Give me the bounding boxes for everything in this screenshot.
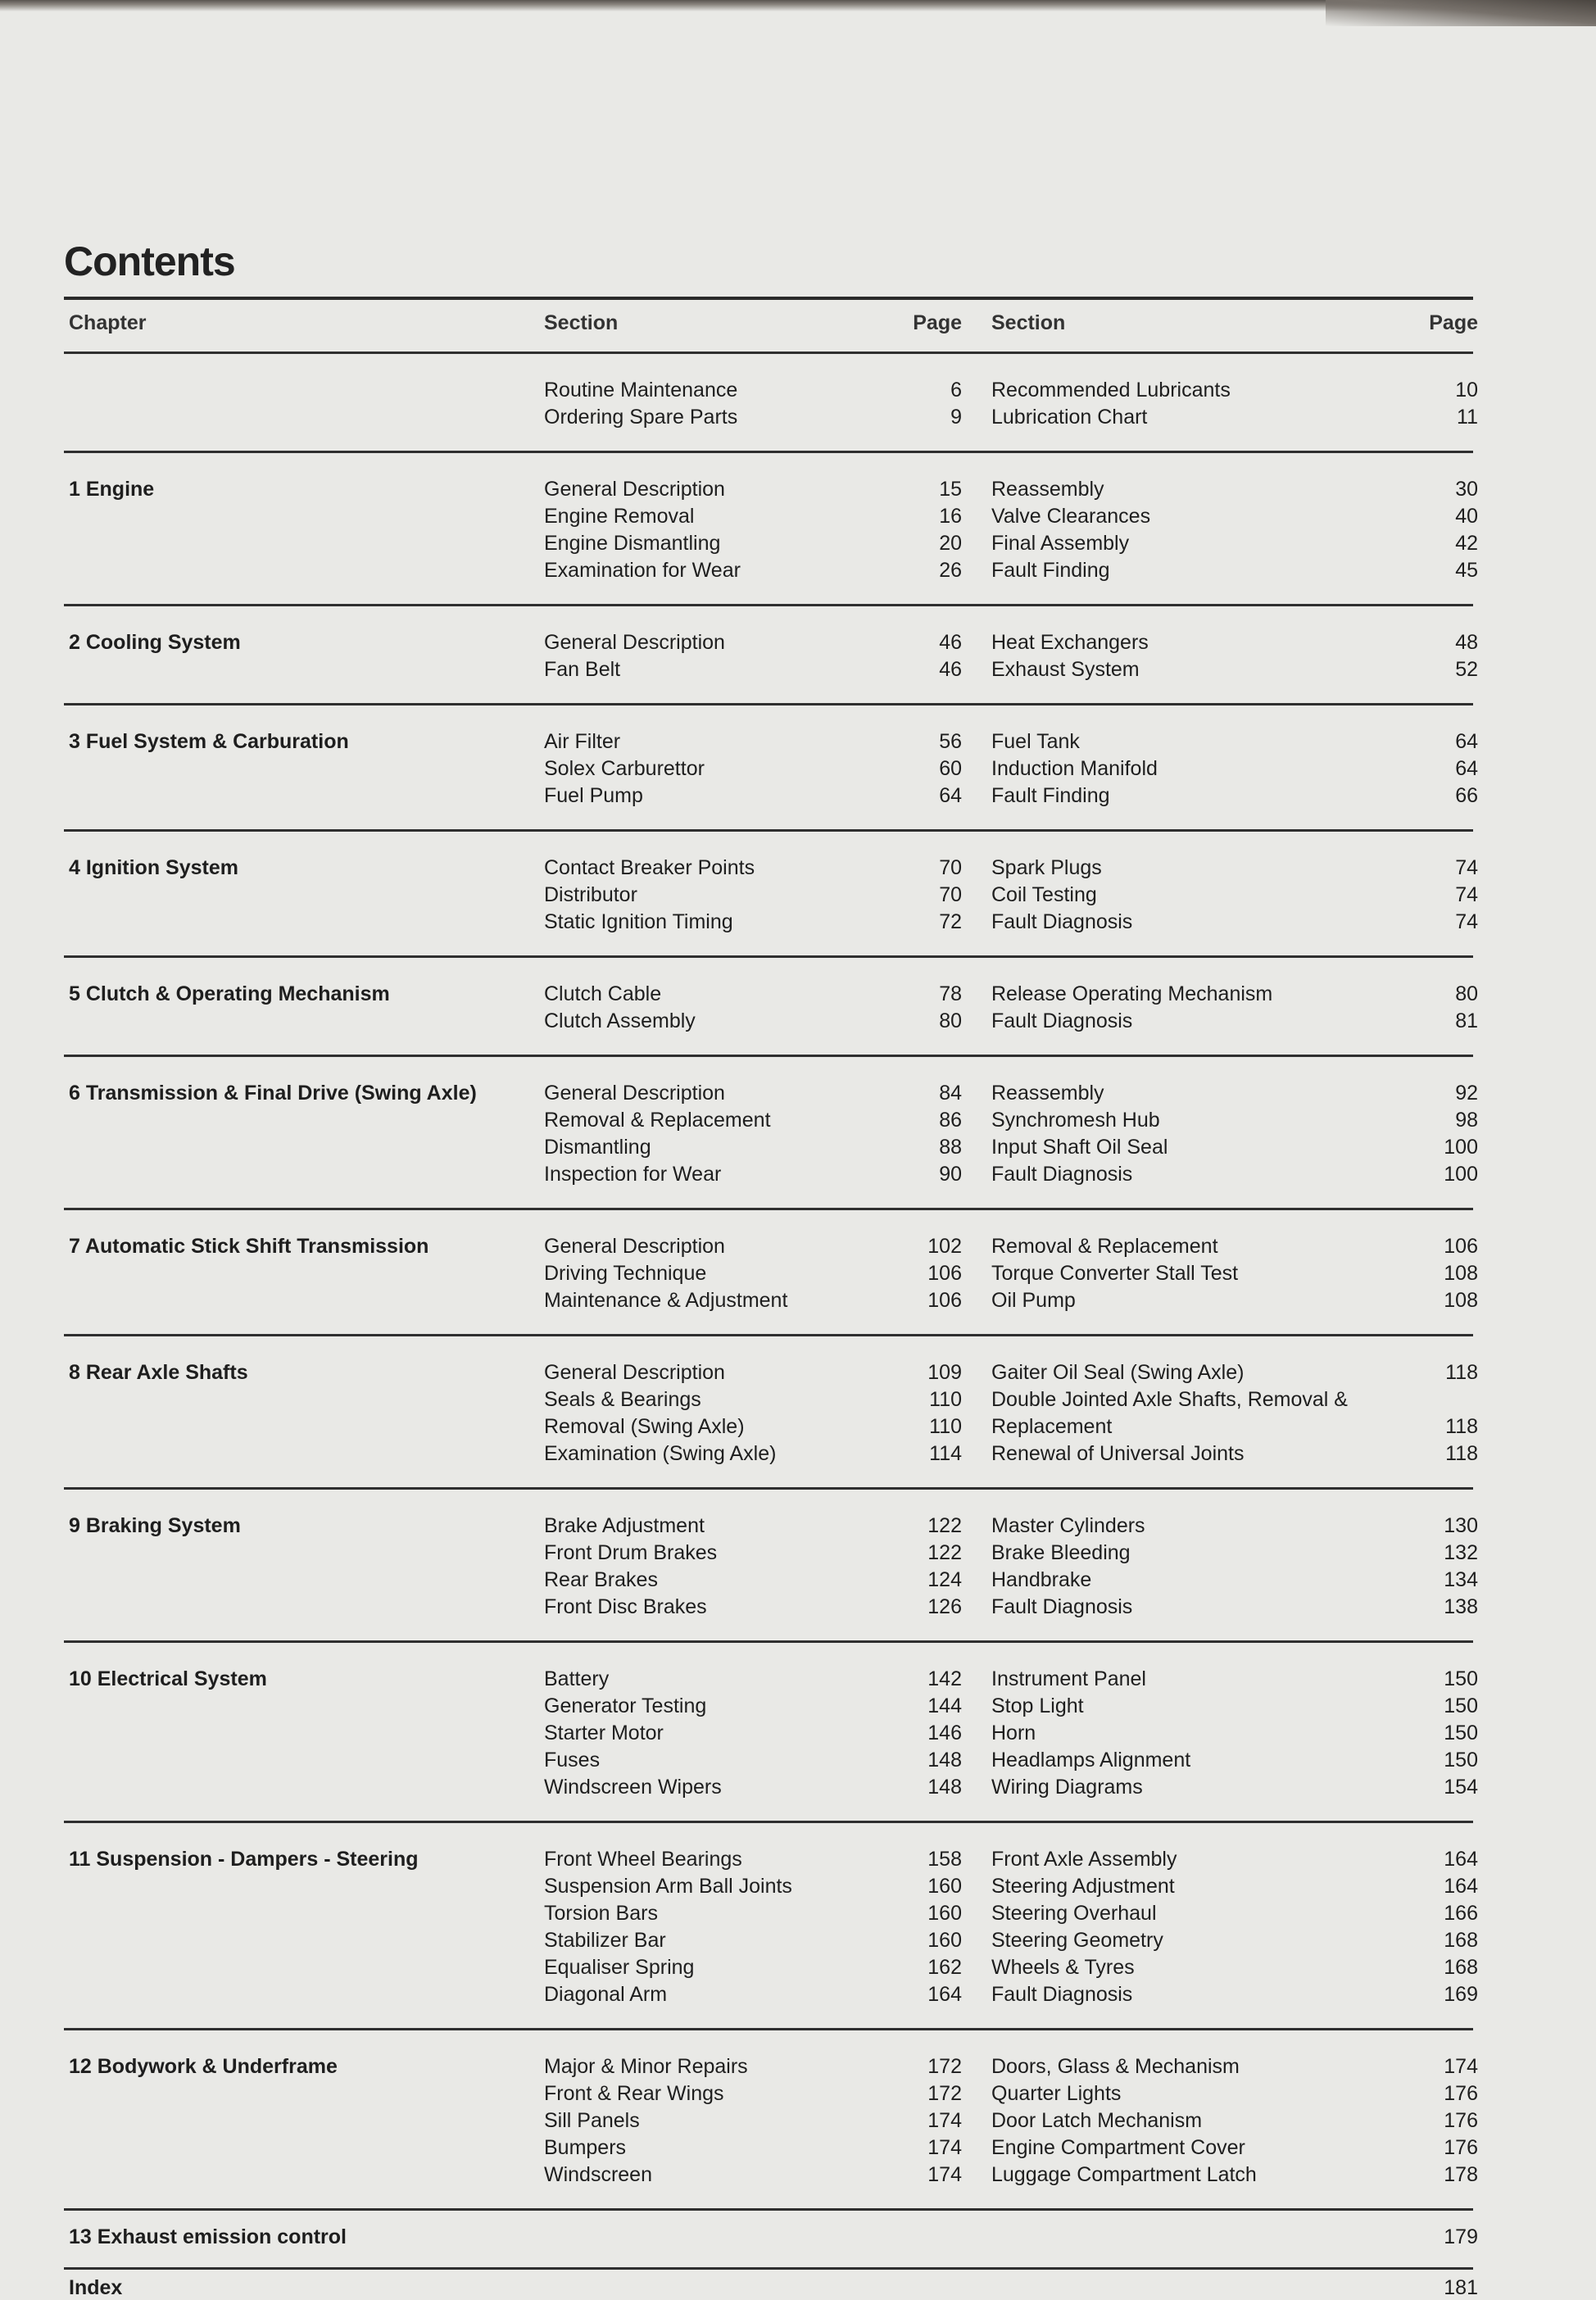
page-number: 164 (927, 1983, 962, 2006)
page-number: 15 (939, 478, 962, 501)
section-entry-column (962, 1846, 1396, 2008)
page-number-column (1396, 377, 1478, 431)
section-entry: Battery (544, 1667, 610, 1690)
page-corner-shadow (1326, 0, 1596, 26)
section-entry: Oil Pump (991, 1289, 1076, 1312)
section-entry: Wheels & Tyres (991, 1956, 1135, 1979)
section-entry: Horn (991, 1722, 1036, 1744)
page-number-column (905, 1233, 962, 1314)
section-entry: Doors, Glass & Mechanism (991, 2055, 1240, 2078)
section-entry: Fuel Pump (544, 784, 643, 807)
chapter-row (64, 606, 1478, 703)
page-number: 118 (1445, 1361, 1478, 1384)
section-entry: Brake Adjustment (544, 1514, 705, 1537)
page-number: 106 (1444, 1235, 1478, 1258)
page-number: 80 (1455, 982, 1478, 1005)
page-number: 6 (950, 379, 962, 401)
page-number: 70 (939, 883, 962, 906)
section-entry-column (962, 981, 1396, 1035)
section-entry: Coil Testing (991, 883, 1097, 906)
chapter-title: 3 Fuel System & Carburation (69, 730, 349, 753)
chapter-title: 11 Suspension - Dampers - Steering (69, 1848, 419, 1871)
section-entry: Driving Technique (544, 1262, 707, 1285)
chapter-row (64, 1336, 1478, 1487)
page-number: 30 (1455, 478, 1478, 501)
chapter-row (64, 958, 1478, 1055)
section-entry: Instrument Panel (991, 1667, 1146, 1690)
page-number: 46 (939, 658, 962, 681)
page-number: 174 (927, 2109, 962, 2132)
page-number: 20 (939, 532, 962, 555)
section-entry-column (962, 2053, 1396, 2189)
chapter-row (64, 1643, 1478, 1821)
section-entry: Removal & Replacement (991, 1235, 1218, 1258)
contents-page (64, 238, 1478, 2300)
header-chapter: Chapter (69, 311, 147, 334)
page-number: 45 (1455, 559, 1478, 582)
page-number: 102 (927, 1235, 962, 1258)
page-number-column (905, 1359, 962, 1468)
page-number: 9 (950, 406, 962, 429)
section-entry: Front & Rear Wings (544, 2082, 724, 2105)
page-number: 168 (1444, 1929, 1478, 1952)
page-number-column (905, 476, 962, 584)
chapter-title: 1 Engine (69, 478, 155, 501)
section-entry: Fuel Tank (991, 730, 1080, 753)
section-entry: Ordering Spare Parts (544, 406, 738, 429)
page-number: 162 (927, 1956, 962, 1979)
section-entry: Windscreen (544, 2163, 652, 2186)
page-number-column (1396, 728, 1478, 810)
header-section-2: Section (991, 311, 1066, 334)
page-number-column (1396, 476, 1478, 584)
page-number-column (1396, 1846, 1478, 2008)
section-entry: Static Ignition Timing (544, 910, 733, 933)
section-entry: Seals & Bearings (544, 1388, 701, 1411)
page-number: 176 (1444, 2136, 1478, 2159)
page-number: 16 (939, 505, 962, 528)
section-entry: Luggage Compartment Latch (991, 2163, 1257, 2186)
page-number: 60 (939, 757, 962, 780)
page-number: 154 (1444, 1776, 1478, 1799)
section-entry-column (962, 476, 1396, 584)
chapter-title: 5 Clutch & Operating Mechanism (69, 982, 390, 1005)
page-number: 178 (1444, 2163, 1478, 2186)
page-number: 138 (1444, 1595, 1478, 1618)
page-number-column (905, 2053, 962, 2189)
section-entry: Lubrication Chart (991, 406, 1148, 429)
section-entry-column (544, 2053, 905, 2189)
section-entry: Engine Dismantling (544, 532, 721, 555)
page-number-column (1396, 1359, 1478, 1468)
section-entry: Solex Carburettor (544, 757, 705, 780)
section-entry: Gaiter Oil Seal (Swing Axle) (991, 1361, 1245, 1384)
section-entry: Fault Diagnosis (991, 1009, 1133, 1032)
page-number: 174 (927, 2136, 962, 2159)
table-header (64, 300, 1478, 352)
page-number: 176 (1444, 2082, 1478, 2105)
section-entry: Windscreen Wipers (544, 1776, 722, 1799)
page-number: 126 (927, 1595, 962, 1618)
section-entry: Fault Diagnosis (991, 1595, 1133, 1618)
section-entry: Double Jointed Axle Shafts, Removal & (991, 1388, 1348, 1411)
page-number: 114 (929, 1442, 962, 1465)
section-entry: Front Axle Assembly (991, 1848, 1177, 1871)
chapter-row (64, 832, 1478, 955)
section-entry-column (962, 629, 1396, 683)
section-entry: Maintenance & Adjustment (544, 1289, 788, 1312)
section-entry: Fault Diagnosis (991, 1983, 1133, 2006)
section-entry-column (544, 728, 905, 810)
page-number: 110 (929, 1388, 962, 1411)
page-number-column (1396, 2053, 1478, 2189)
page-number: 160 (927, 1875, 962, 1898)
section-entry: Front Disc Brakes (544, 1595, 707, 1618)
page-number-column (905, 629, 962, 683)
section-entry: Distributor (544, 883, 637, 906)
section-entry: Removal (Swing Axle) (544, 1415, 745, 1438)
page-number-column (905, 1846, 962, 2008)
page-number: 48 (1455, 631, 1478, 654)
section-entry: Stabilizer Bar (544, 1929, 666, 1952)
section-entry: Torque Converter Stall Test (991, 1262, 1239, 1285)
page-number: 74 (1455, 883, 1478, 906)
page-number: 88 (939, 1136, 962, 1159)
section-entry: Engine Compartment Cover (991, 2136, 1245, 2159)
section-entry-column (962, 1666, 1396, 1801)
chapter-row (64, 1057, 1478, 1208)
header-page-1: Page (913, 311, 962, 334)
section-entry-column (544, 377, 905, 431)
page-number: 64 (1455, 757, 1478, 780)
page-number: 10 (1455, 379, 1478, 401)
page-number: 160 (927, 1929, 962, 1952)
page-number-column (905, 1666, 962, 1801)
page-number: 146 (927, 1722, 962, 1744)
section-entry: Synchromesh Hub (991, 1109, 1160, 1132)
section-entry-column (544, 1666, 905, 1801)
page-number: 80 (939, 1009, 962, 1032)
page-number-column (905, 377, 962, 431)
chapter-title: 4 Ignition System (69, 856, 238, 879)
page-number: 100 (1444, 1163, 1478, 1186)
page-number: 106 (927, 1289, 962, 1312)
section-entry-column (544, 1513, 905, 1621)
section-entry: Fan Belt (544, 658, 621, 681)
page-number: 86 (939, 1109, 962, 1132)
page-number-column (1396, 629, 1478, 683)
section-entry: Inspection for Wear (544, 1163, 722, 1186)
page-number-column (1396, 1080, 1478, 1188)
section-entry: General Description (544, 1082, 725, 1105)
chapter-row (64, 2030, 1478, 2208)
chapter-row-exhaust (64, 2211, 1478, 2267)
section-entry-column (962, 377, 1396, 431)
page-number: 122 (927, 1541, 962, 1564)
page-number: 46 (939, 631, 962, 654)
page-number: 150 (1444, 1694, 1478, 1717)
page-number: 174 (1444, 2055, 1478, 2078)
page-title: Contents (64, 238, 235, 284)
section-entry: Torsion Bars (544, 1902, 658, 1925)
page-number-column (905, 1080, 962, 1188)
page-number: 74 (1455, 856, 1478, 879)
page-number: 130 (1444, 1514, 1478, 1537)
section-entry: Fault Finding (991, 559, 1110, 582)
page-number: 142 (927, 1667, 962, 1690)
section-entry: Rear Brakes (544, 1568, 658, 1591)
page-number-column (905, 1513, 962, 1621)
page-number: 176 (1444, 2109, 1478, 2132)
page-number: 172 (927, 2082, 962, 2105)
section-entry: Recommended Lubricants (991, 379, 1231, 401)
page-number: 90 (939, 1163, 962, 1186)
section-entry-column (544, 1846, 905, 2008)
index-label: Index (69, 2276, 123, 2299)
page-number: 164 (1444, 1848, 1478, 1871)
page-number: 11 (1457, 406, 1478, 429)
page-number: 174 (927, 2163, 962, 2186)
page-number: 166 (1444, 1902, 1478, 1925)
section-entry: Handbrake (991, 1568, 1092, 1591)
page-number: 169 (1444, 1983, 1478, 2006)
section-entry: Sill Panels (544, 2109, 640, 2132)
section-entry-column (544, 476, 905, 584)
page-number: 164 (1444, 1875, 1478, 1898)
section-entry: Replacement (991, 1415, 1113, 1438)
page-number: 132 (1444, 1541, 1478, 1564)
page-number: 98 (1455, 1109, 1478, 1132)
chapter-title: 9 Braking System (69, 1514, 241, 1537)
page-number: 172 (927, 2055, 962, 2078)
chapter-title: 2 Cooling System (69, 631, 241, 654)
section-entry: Equaliser Spring (544, 1956, 695, 1979)
section-entry-column (962, 1513, 1396, 1621)
page-number: 66 (1455, 784, 1478, 807)
section-entry: General Description (544, 1235, 725, 1258)
section-entry: Bumpers (544, 2136, 627, 2159)
page-number: 110 (929, 1415, 962, 1438)
header-section-1: Section (544, 311, 619, 334)
index-page: 181 (1444, 2276, 1478, 2299)
section-entry: Door Latch Mechanism (991, 2109, 1203, 2132)
contents-table (64, 352, 1478, 2208)
page-number: 118 (1445, 1442, 1478, 1465)
page-number: 78 (939, 982, 962, 1005)
page-number (1396, 1386, 1478, 1413)
section-entry: Contact Breaker Points (544, 856, 755, 879)
chapter-row (64, 453, 1478, 604)
chapter-title (69, 377, 544, 431)
page-number: 40 (1455, 505, 1478, 528)
section-entry-column (544, 855, 905, 936)
chapter-row (64, 1823, 1478, 2028)
section-entry-column (962, 855, 1396, 936)
section-entry: Diagonal Arm (544, 1983, 668, 2006)
page-number: 56 (939, 730, 962, 753)
chapter-title: 7 Automatic Stick Shift Transmission (69, 1235, 429, 1258)
section-entry: Steering Overhaul (991, 1902, 1157, 1925)
page-number: 124 (927, 1568, 962, 1591)
page-number: 148 (927, 1776, 962, 1799)
section-entry-column (544, 1359, 905, 1468)
page-number: 144 (927, 1694, 962, 1717)
section-entry: Renewal of Universal Joints (991, 1442, 1245, 1465)
page-number: 108 (1444, 1262, 1478, 1285)
page-number: 150 (1444, 1749, 1478, 1771)
chapter-title: 12 Bodywork & Underframe (69, 2055, 338, 2078)
page-number: 109 (927, 1361, 962, 1384)
page-number: 158 (927, 1848, 962, 1871)
page-number: 160 (927, 1902, 962, 1925)
section-entry: Stop Light (991, 1694, 1084, 1717)
page-number-column (1396, 855, 1478, 936)
page-number: 150 (1444, 1667, 1478, 1690)
section-entry: Air Filter (544, 730, 621, 753)
section-entry: Reassembly (991, 478, 1104, 501)
page-number: 168 (1444, 1956, 1478, 1979)
page-number-column (905, 728, 962, 810)
section-entry: Clutch Assembly (544, 1009, 696, 1032)
chapter-row (64, 1490, 1478, 1640)
chapter-title: 13 Exhaust emission control (69, 2225, 347, 2248)
section-entry: Fault Finding (991, 784, 1110, 807)
section-entry: Routine Maintenance (544, 379, 738, 401)
section-entry: Exhaust System (991, 658, 1140, 681)
page-number: 84 (939, 1082, 962, 1105)
page-number-column (905, 981, 962, 1035)
page-number: 134 (1444, 1568, 1478, 1591)
chapter-title: 6 Transmission & Final Drive (Swing Axle) (69, 1082, 477, 1105)
page-number-column (1396, 1513, 1478, 1621)
section-entry: Quarter Lights (991, 2082, 1122, 2105)
section-entry: Fuses (544, 1749, 601, 1771)
header-page-2: Page (1429, 311, 1478, 334)
page-number: 100 (1444, 1136, 1478, 1159)
section-entry: Reassembly (991, 1082, 1104, 1105)
section-entry: Spark Plugs (991, 856, 1102, 879)
section-entry-column (962, 728, 1396, 810)
chapter-row (64, 354, 1478, 451)
section-entry: Major & Minor Repairs (544, 2055, 748, 2078)
page-number: 26 (939, 559, 962, 582)
chapter-page: 179 (1444, 2225, 1478, 2248)
chapter-row (64, 705, 1478, 829)
section-entry: Examination (Swing Axle) (544, 1442, 777, 1465)
section-entry: General Description (544, 478, 725, 501)
section-entry: Suspension Arm Ball Joints (544, 1875, 792, 1898)
section-entry: Induction Manifold (991, 757, 1158, 780)
section-entry: Removal & Replacement (544, 1109, 771, 1132)
page-number-column (1396, 1233, 1478, 1314)
chapter-title: 8 Rear Axle Shafts (69, 1361, 248, 1384)
page-number: 108 (1444, 1289, 1478, 1312)
section-entry: Heat Exchangers (991, 631, 1149, 654)
section-entry: General Description (544, 631, 725, 654)
page-number: 64 (1455, 730, 1478, 753)
section-entry-column (544, 981, 905, 1035)
section-entry: Dismantling (544, 1136, 651, 1159)
page-number-column (1396, 1666, 1478, 1801)
section-entry: Front Wheel Bearings (544, 1848, 742, 1871)
section-entry: Valve Clearances (991, 505, 1151, 528)
section-entry-column (962, 1359, 1396, 1468)
section-entry: General Description (544, 1361, 725, 1384)
page-number: 92 (1455, 1082, 1478, 1105)
page-number: 81 (1455, 1009, 1478, 1032)
page-number: 118 (1445, 1415, 1478, 1438)
page-number: 106 (927, 1262, 962, 1285)
page-number-column (905, 855, 962, 936)
page-number: 42 (1455, 532, 1478, 555)
page-number: 70 (939, 856, 962, 879)
section-entry: Starter Motor (544, 1722, 664, 1744)
section-entry-column (962, 1233, 1396, 1314)
section-entry: Release Operating Mechanism (991, 982, 1273, 1005)
section-entry-column (544, 1080, 905, 1188)
section-entry: Clutch Cable (544, 982, 662, 1005)
section-entry: Steering Adjustment (991, 1875, 1175, 1898)
page-number: 64 (939, 784, 962, 807)
section-entry: Wiring Diagrams (991, 1776, 1143, 1799)
index-row (64, 2270, 1478, 2300)
section-entry-column (544, 1233, 905, 1314)
page-number: 148 (927, 1749, 962, 1771)
chapter-row (64, 1210, 1478, 1334)
page-number: 72 (939, 910, 962, 933)
section-entry: Engine Removal (544, 505, 695, 528)
section-entry: Headlamps Alignment (991, 1749, 1191, 1771)
section-entry: Fault Diagnosis (991, 910, 1133, 933)
section-entry: Brake Bleeding (991, 1541, 1131, 1564)
section-entry-column (962, 1080, 1396, 1188)
chapter-title: 10 Electrical System (69, 1667, 267, 1690)
page-number: 52 (1455, 658, 1478, 681)
section-entry: Input Shaft Oil Seal (991, 1136, 1168, 1159)
section-entry: Final Assembly (991, 532, 1130, 555)
section-entry-column (544, 629, 905, 683)
section-entry: Generator Testing (544, 1694, 707, 1717)
section-entry: Examination for Wear (544, 559, 741, 582)
section-entry: Master Cylinders (991, 1514, 1145, 1537)
section-entry: Fault Diagnosis (991, 1163, 1133, 1186)
section-entry: Steering Geometry (991, 1929, 1163, 1952)
section-entry: Front Drum Brakes (544, 1541, 718, 1564)
page-number: 74 (1455, 910, 1478, 933)
page-number: 122 (927, 1514, 962, 1537)
page-number: 150 (1444, 1722, 1478, 1744)
page-number-column (1396, 981, 1478, 1035)
